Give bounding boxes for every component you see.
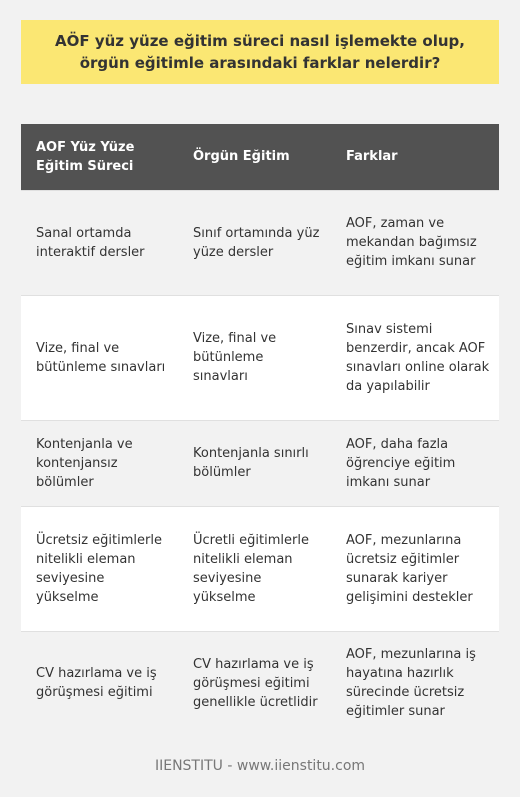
table-cell: AOF, zaman ve mekandan bağımsız eğitim imkanı sunar <box>331 190 499 295</box>
table-cell: Sınıf ortamında yüz yüze dersler <box>178 190 331 295</box>
table-cell: AOF, mezunlarına ücretsiz eğitimler sunarak kariyer gelişimini destekler <box>331 506 499 631</box>
table-row <box>21 190 499 295</box>
comparison-table <box>21 124 499 735</box>
table-row <box>21 506 499 631</box>
table-cell: AOF, daha fazla öğrenciye eğitim imkanı sunar <box>331 420 499 506</box>
column-header-orgun: Örgün Eğitim <box>178 124 331 190</box>
table-cell: CV hazırlama ve iş görüşmesi eğitimi genellikle ücretlidir <box>178 631 331 735</box>
table-row <box>21 420 499 506</box>
table-cell: Ücretsiz eğitimlerle nitelikli eleman seviyesine yükselme <box>21 506 178 631</box>
table-cell: CV hazırlama ve iş görüşmesi eğitimi <box>21 631 178 735</box>
table-header-row <box>21 124 499 190</box>
column-header-farklar: Farklar <box>331 124 499 190</box>
table-cell: Sanal ortamda interaktif dersler <box>21 190 178 295</box>
table-cell: Kontenjanla ve kontenjansız bölümler <box>21 420 178 506</box>
page-title: AÖF yüz yüze eğitim süreci nasıl işlemekte olup, örgün eğitimle arasındaki farklar nelerdir? <box>55 32 465 72</box>
table-row <box>21 631 499 735</box>
footer-credit: IIENSTITU - www.iienstitu.com <box>154 758 366 774</box>
table-cell: Vize, final ve bütünleme sınavları <box>21 295 178 420</box>
title-banner <box>21 20 499 84</box>
table-cell: Kontenjanla sınırlı bölümler <box>178 420 331 506</box>
column-header-aof: AOF Yüz Yüze Eğitim Süreci <box>21 124 178 190</box>
table-cell: Ücretli eğitimlerle nitelikli eleman seviyesine yükselme <box>178 506 331 631</box>
table-cell: AOF, mezunlarına iş hayatına hazırlık sürecinde ücretsiz eğitimler sunar <box>331 631 499 735</box>
table-cell: Sınav sistemi benzerdir, ancak AOF sınavları online olarak da yapılabilir <box>331 295 499 420</box>
table-cell: Vize, final ve bütünleme sınavları <box>178 295 331 420</box>
table-row <box>21 295 499 420</box>
